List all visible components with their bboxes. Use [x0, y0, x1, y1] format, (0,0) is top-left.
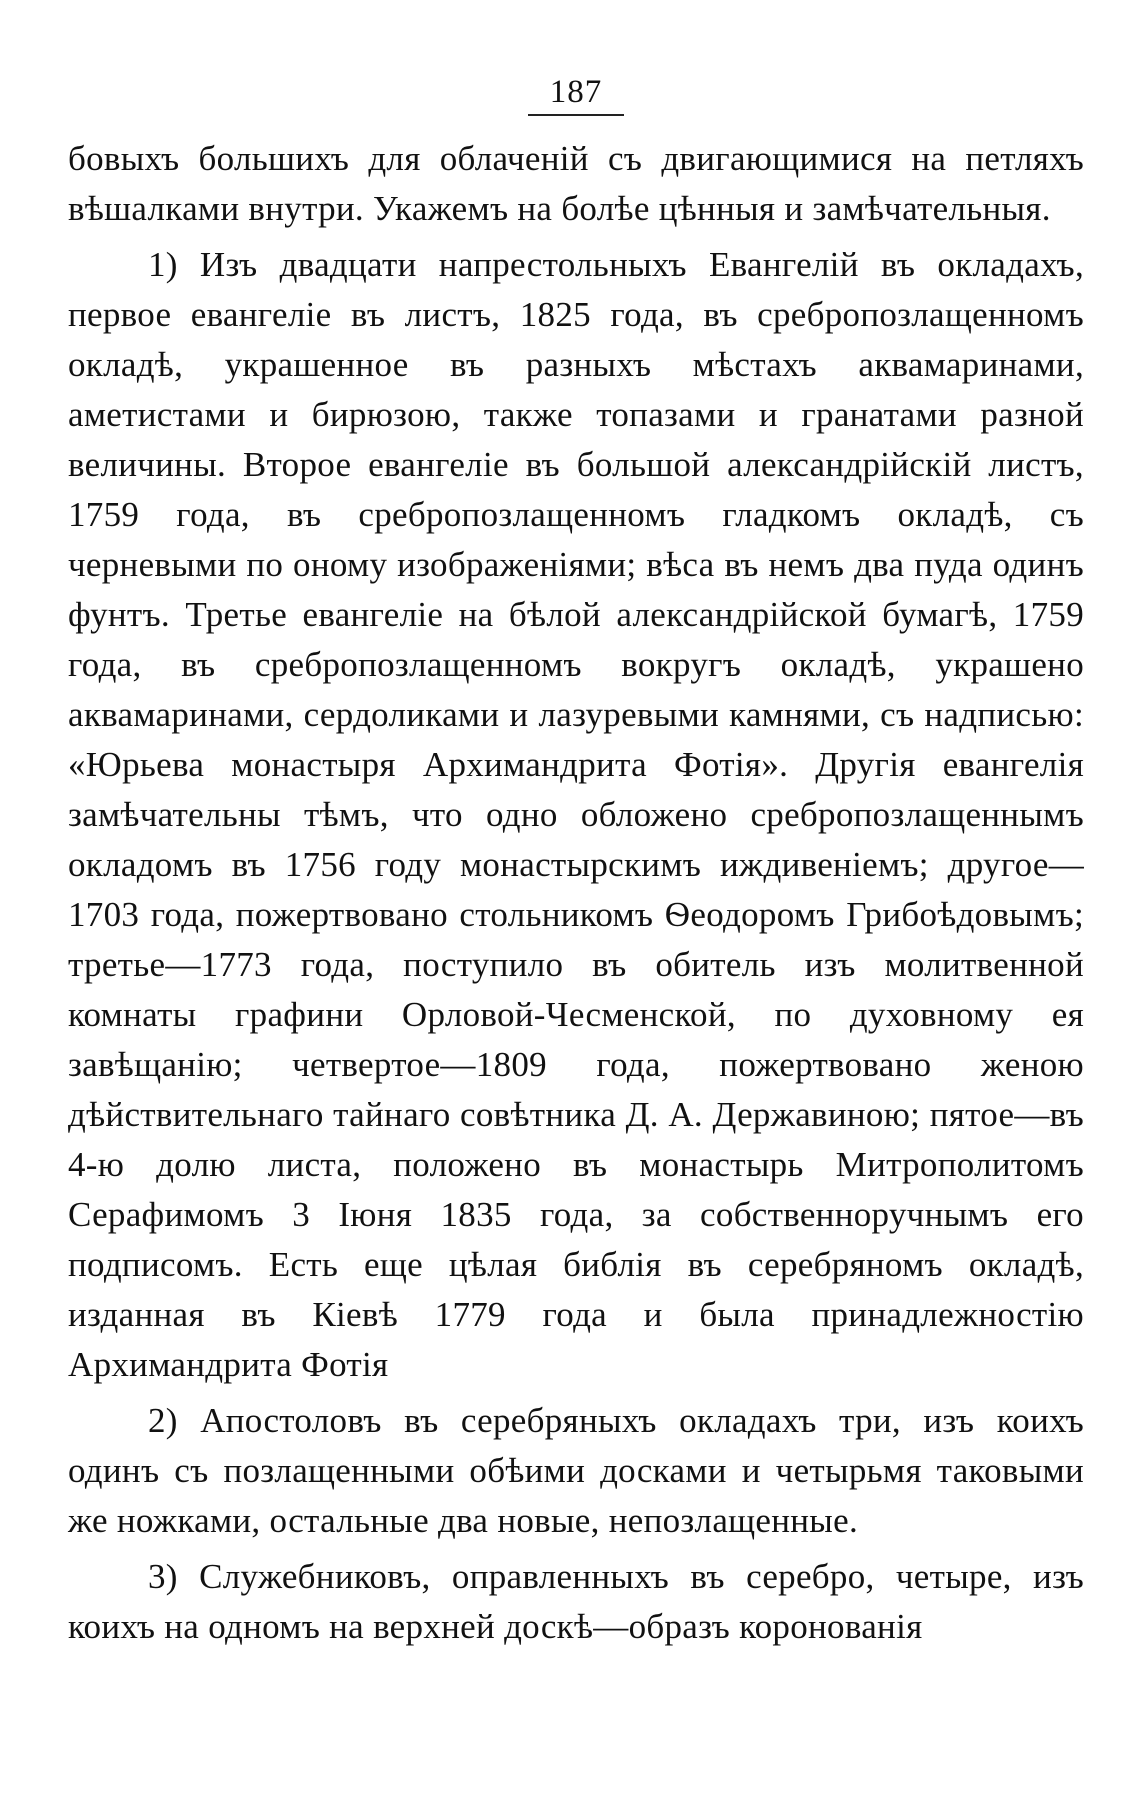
- paragraph-apostles: 2) Апостоловъ въ серебряныхъ окладахъ три, изъ коихъ одинъ съ позлащенными обѣими досками и четырьмя таковыми же ножками, остальные два новые, непозлащенные.: [68, 1401, 1084, 1540]
- paragraph-service-books: 3) Служебниковъ, оправленныхъ въ серебро, четыре, изъ коихъ на одномъ на верхней доскѣ—образъ коронованія: [68, 1557, 1084, 1646]
- paragraph-continuation: бовыхъ большихъ для облаченій съ двигающимися на петляхъ вѣшалками внутри. Укажемъ на болѣе цѣнныя и замѣчательныя.: [68, 139, 1084, 228]
- page-number-text: 187: [528, 72, 625, 116]
- page-number: [68, 72, 1084, 116]
- paragraph-gospels: 1) Изъ двадцати напрестольныхъ Евангелій въ окладахъ, первое евангеліе въ листъ, 1825 года, въ сребропозлащенномъ окладѣ, украшенное въ разныхъ мѣстахъ аквамаринами, аметистами и бирюзою, также топазами и гранатами разной величины. Второе евангеліе въ большой александрійскій листъ, 1759 года, въ сребропозлащенномъ гладкомъ окладѣ, съ черневыми по оному изображеніями; вѣса въ немъ два пуда одинъ фунтъ. Третье евангеліе на бѣлой александрійской бумагѣ, 1759 года, въ сребропозлащенномъ вокругъ окладѣ, украшено аквамаринами, сердоликами и лазуревыми камнями, съ надписью: «Юрьева монастыря Архимандрита Фотія». Другія евангелія замѣчательны тѣмъ, что одно обложено сребропозлащеннымъ окладомъ въ 1756 году монастырскимъ иждивеніемъ; другое—1703 года, пожертвовано стольникомъ Ѳеодоромъ Грибоѣдовымъ; третье—1773 года, поступило въ обитель изъ молитвенной комнаты графини Орловой-Чесменской, по духовному ея завѣщанію; четвертое—1809 года, пожертвовано женою дѣйствительнаго тайнаго совѣтника Д. А. Державиною; пятое—въ 4-ю долю листа, положено въ монастырь Митрополитомъ Серафимомъ 3 Іюня 1835 года, за собственноручнымъ его подписомъ. Есть еще цѣлая библія въ серебряномъ окладѣ, изданная въ Кіевѣ 1779 года и была принадлежностію Архимандрита Фотія: [68, 245, 1084, 1384]
